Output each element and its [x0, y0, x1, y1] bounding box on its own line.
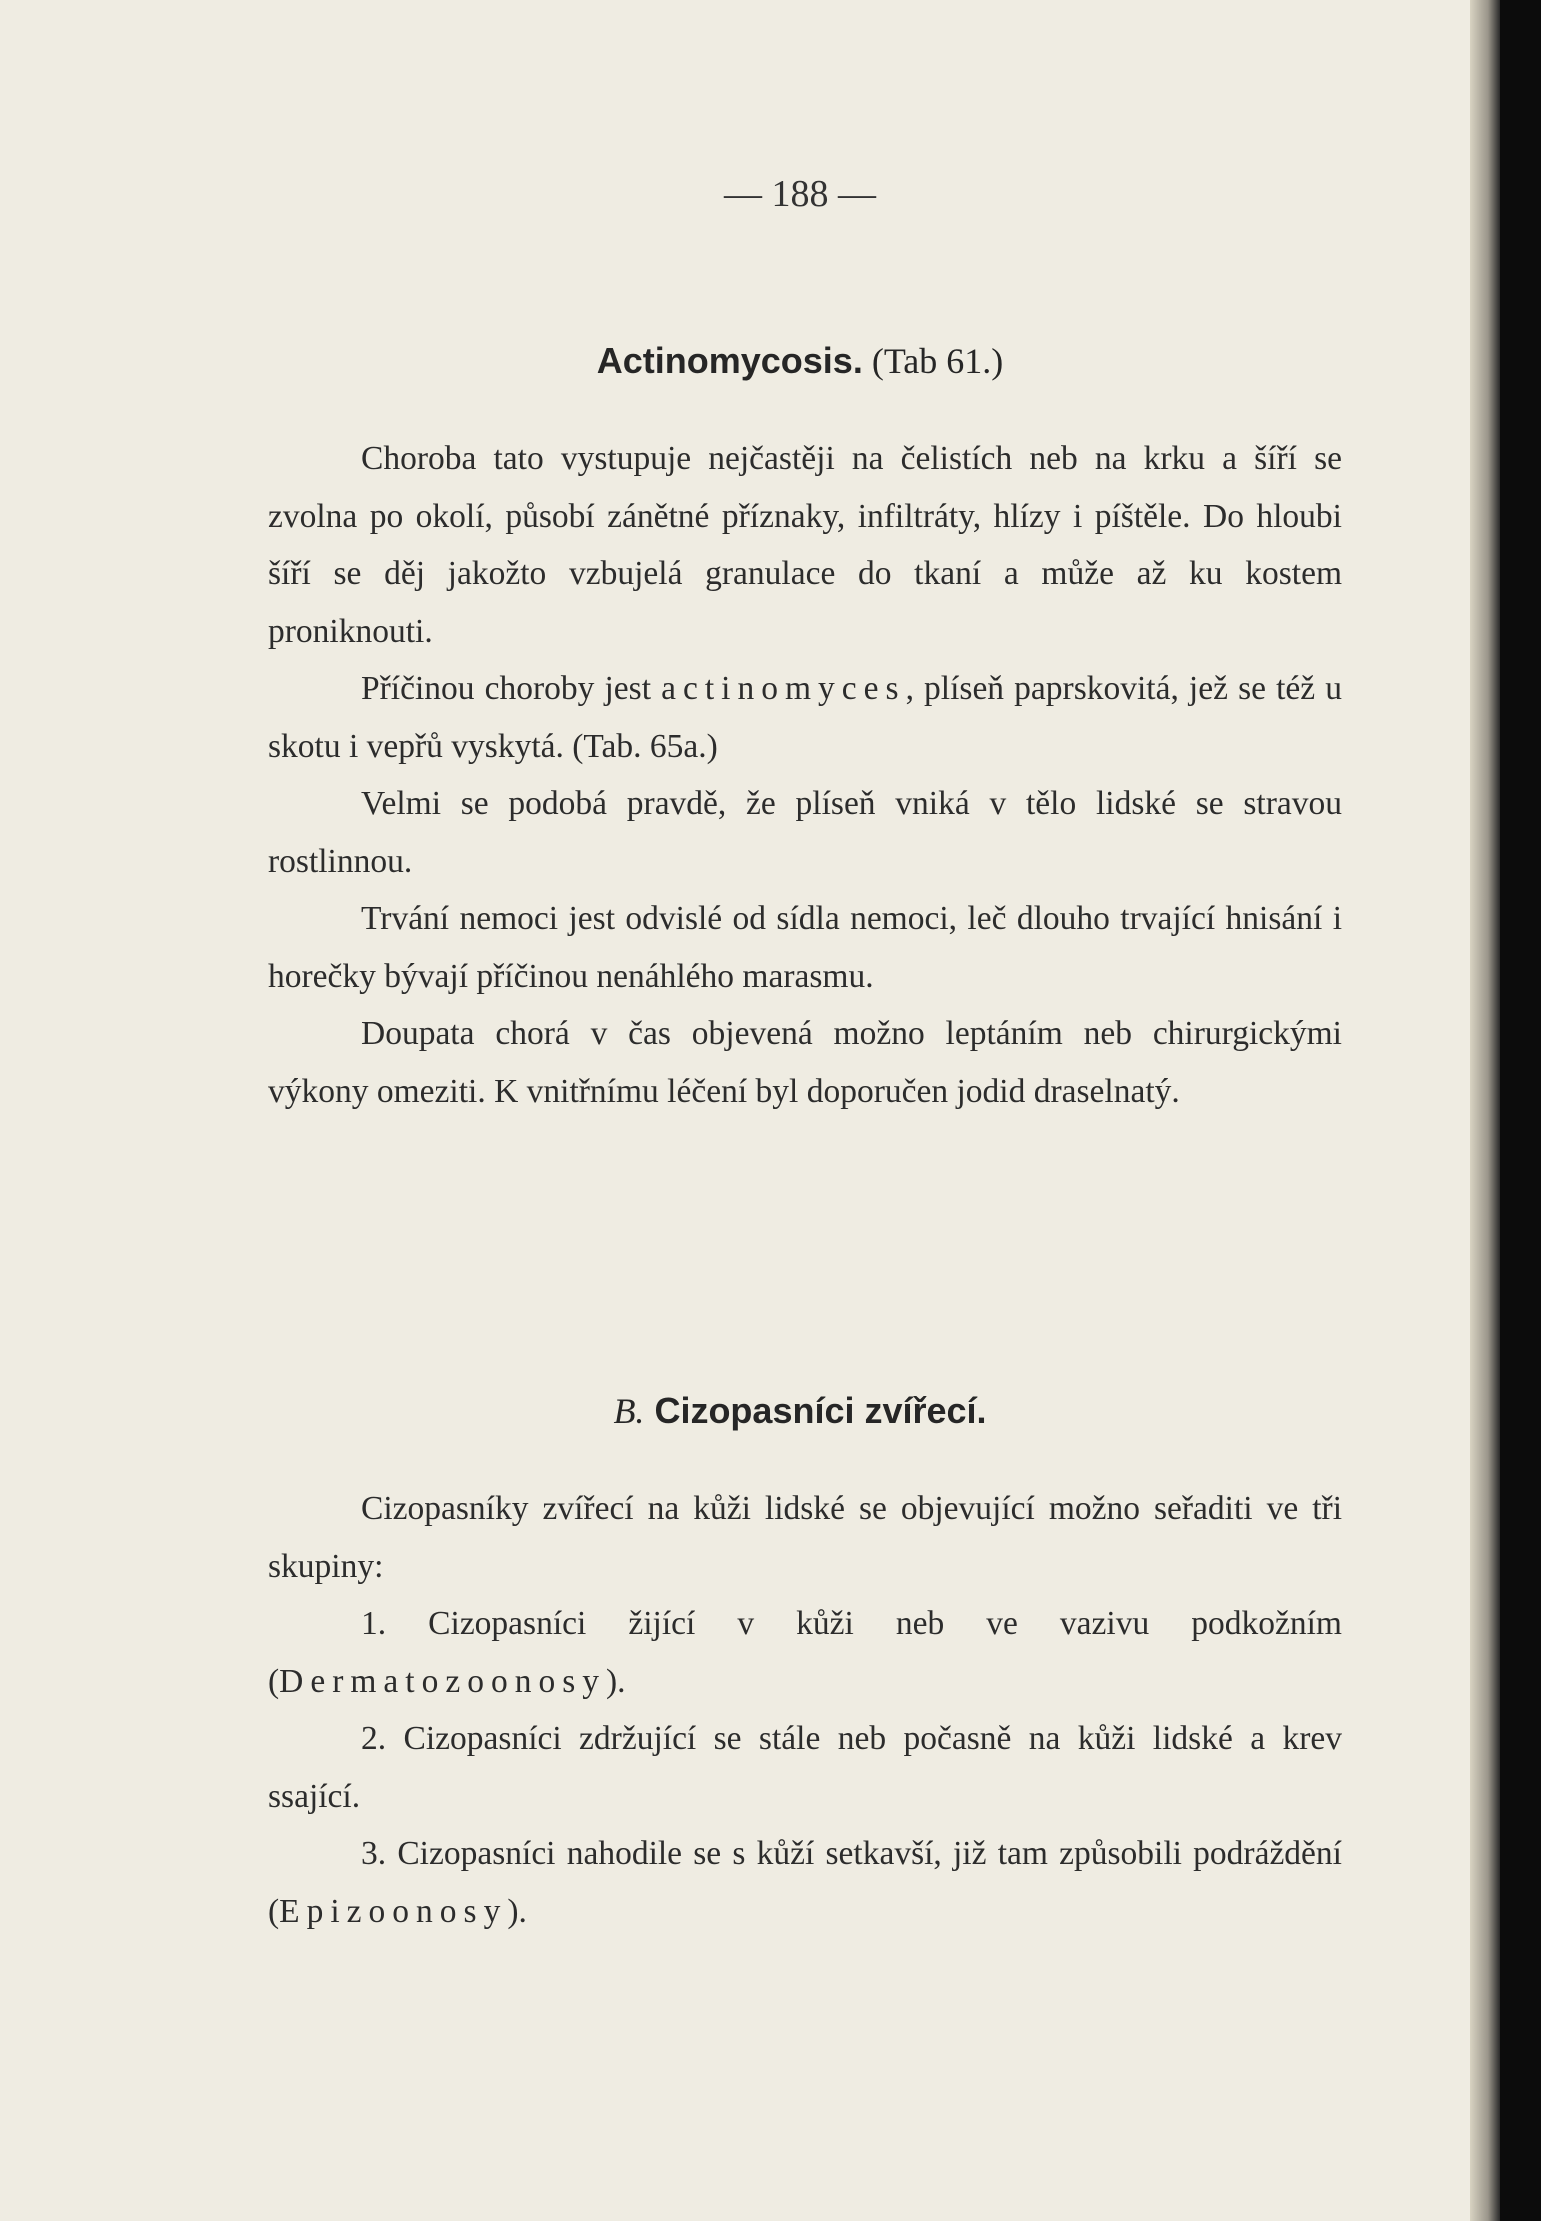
paragraph-cause-after: , plíseň paprskovitá, jež se též u skotu i vepřů vyskytá. (Tab. 65a.) [268, 670, 1342, 765]
section1-body [268, 430, 1342, 1120]
section2-body [268, 1480, 1342, 1940]
paragraph-cause-before: Příčinou choroby jest [361, 670, 662, 707]
paragraph-intro: Cizopasníky zvířecí na kůži lidské se objevující možno seřaditi ve tři skupiny: [268, 1490, 1342, 1585]
list-item [268, 1825, 1342, 1940]
list-item-lead: 1. Cizopasníci žijící v kůži neb ve vazivu podkožním ( [268, 1605, 1342, 1700]
term-dermatozoonosy: Dermatozoonosy [279, 1662, 607, 1700]
list-item [268, 1595, 1342, 1710]
paragraph-cause [268, 660, 1342, 775]
paragraph: Trvání nemoci jest odvislé od sídla nemoci, leč dlouho trvající hnisání i horečky bývají příčinou nenáhlého marasmu. [268, 900, 1342, 995]
section-letter: B. [613, 1391, 645, 1431]
list-item [268, 1710, 1342, 1825]
page-binding-shadow [1470, 0, 1500, 2221]
paragraph: Choroba tato vystupuje nejčastěji na čelistích neb na krku a šíří se zvolna po okolí, působí zánětné příznaky, infiltráty, hlízy i píštěle. Do hloubi šíří se děj jakožto vzbujelá granulace do tkaní a může až ku kostem proniknouti. [268, 440, 1342, 650]
term-actinomyces: actinomyces [661, 670, 906, 707]
list-item-lead: 2. Cizopasníci zdržující se stále neb počasně na kůži lidské a krev ssající. [268, 1720, 1342, 1815]
list-item-tail: ). [507, 1892, 527, 1930]
term-epizoonosy: Epizoonosy [279, 1892, 508, 1930]
paragraph: Velmi se podobá pravdě, že plíseň vniká v tělo lidské se stravou rostlinnou. [268, 785, 1342, 880]
scan-edge [1500, 0, 1541, 2221]
section-title-actinomycosis [0, 340, 1541, 382]
section-title-ref: (Tab 61.) [862, 341, 1004, 381]
section-title-cizopasnici [0, 1390, 1541, 1432]
list-item-tail: ). [606, 1662, 626, 1700]
list-item-lead: 3. Cizopasníci nahodile se s kůží setkavší, již tam způsobili podráždění ( [268, 1835, 1342, 1930]
section-title-text: Actinomycosis. [596, 340, 863, 381]
paragraph: Doupata chorá v čas objevená možno leptáním neb chirurgickými výkony omeziti. K vnitřnímu léčení byl doporučen jodid draselnatý. [268, 1015, 1342, 1110]
section2-title-text: Cizopasníci zvířecí. [644, 1390, 987, 1431]
page-number: — 188 — [724, 173, 876, 215]
